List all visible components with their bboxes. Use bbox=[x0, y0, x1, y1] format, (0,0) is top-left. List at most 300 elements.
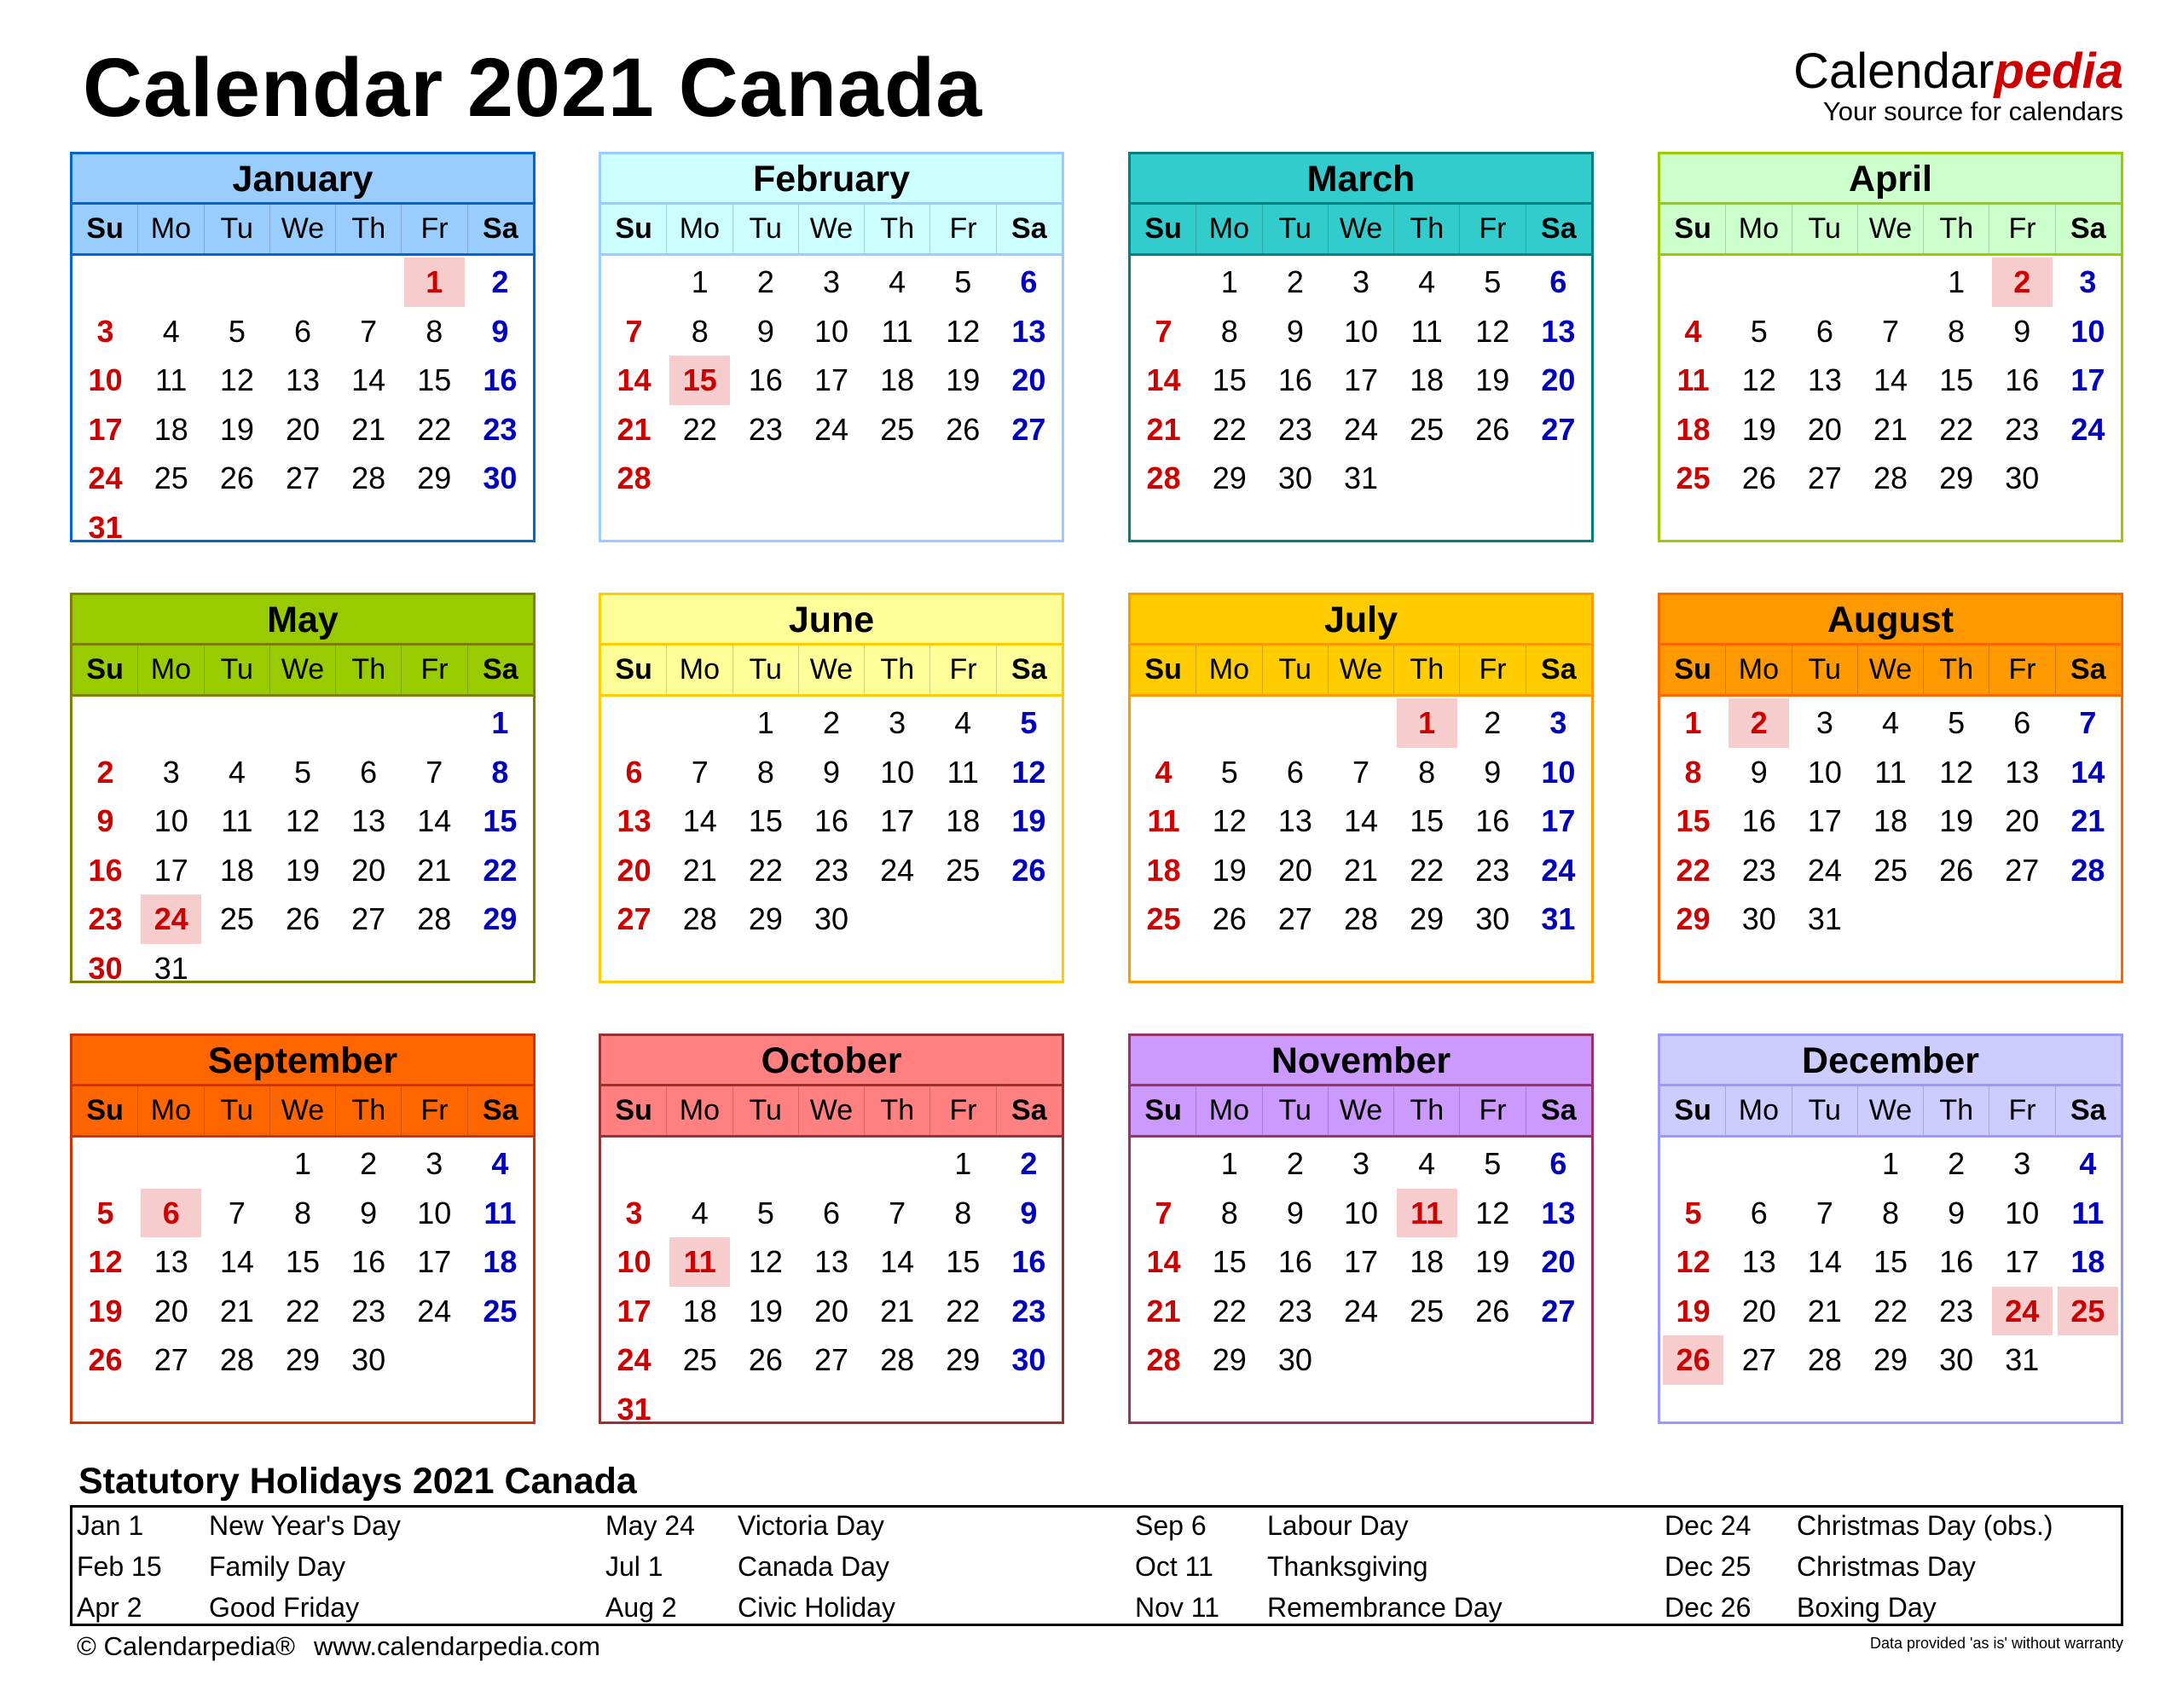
day-cell[interactable]: 7 bbox=[691, 754, 709, 790]
day-cell[interactable]: 28 bbox=[1146, 460, 1181, 495]
day-cell[interactable]: 21 bbox=[351, 411, 386, 447]
day-cell[interactable]: 16 bbox=[88, 852, 123, 888]
day-cell[interactable]: 20 bbox=[617, 852, 651, 888]
day-cell[interactable]: 2 bbox=[1020, 1146, 1038, 1181]
day-cell[interactable]: 14 bbox=[682, 803, 717, 838]
day-cell[interactable]: 27 bbox=[1277, 901, 1312, 936]
day-cell[interactable]: 27 bbox=[617, 901, 651, 936]
day-cell[interactable]: 2 bbox=[756, 264, 774, 299]
day-cell[interactable]: 19 bbox=[946, 362, 981, 397]
day-cell[interactable]: 1 bbox=[1220, 264, 1238, 299]
day-cell[interactable]: 16 bbox=[2005, 362, 2040, 397]
day-cell[interactable]: 17 bbox=[814, 362, 849, 397]
day-cell[interactable]: 2 bbox=[360, 1146, 378, 1181]
day-cell[interactable]: 31 bbox=[1807, 901, 1842, 936]
day-cell[interactable]: 13 bbox=[1011, 313, 1046, 349]
day-cell[interactable]: 6 bbox=[822, 1195, 840, 1230]
day-cell[interactable]: 18 bbox=[219, 852, 254, 888]
day-cell[interactable]: 3 bbox=[1352, 264, 1369, 299]
day-cell[interactable]: 18 bbox=[946, 803, 981, 838]
day-cell[interactable]: 21 bbox=[682, 852, 717, 888]
day-cell[interactable]: 12 bbox=[1212, 803, 1247, 838]
day-cell[interactable]: 25 bbox=[1410, 411, 1445, 447]
day-cell[interactable]: 15 bbox=[1873, 1244, 1908, 1279]
day-cell[interactable]: 11 bbox=[2071, 1195, 2105, 1230]
day-cell[interactable]: 5 bbox=[1750, 313, 1768, 349]
day-cell[interactable]: 8 bbox=[491, 754, 509, 790]
day-cell[interactable]: 26 bbox=[946, 411, 981, 447]
day-cell[interactable]: 14 bbox=[1343, 803, 1379, 838]
holiday-day-cell[interactable]: 2 bbox=[1992, 258, 2053, 307]
day-cell[interactable]: 7 bbox=[2079, 705, 2097, 740]
day-cell[interactable]: 25 bbox=[1676, 460, 1711, 495]
day-cell[interactable]: 20 bbox=[1277, 852, 1312, 888]
day-cell[interactable]: 18 bbox=[1676, 411, 1711, 447]
holiday-day-cell[interactable]: 1 bbox=[1397, 698, 1457, 748]
day-cell[interactable]: 1 bbox=[491, 705, 509, 740]
day-cell[interactable]: 22 bbox=[417, 411, 452, 447]
day-cell[interactable]: 11 bbox=[221, 803, 253, 838]
day-cell[interactable]: 8 bbox=[756, 754, 774, 790]
day-cell[interactable]: 11 bbox=[947, 754, 979, 790]
day-cell[interactable]: 1 bbox=[293, 1146, 311, 1181]
day-cell[interactable]: 25 bbox=[153, 460, 188, 495]
holiday-day-cell[interactable]: 6 bbox=[141, 1189, 201, 1238]
day-cell[interactable]: 9 bbox=[1286, 1195, 1304, 1230]
day-cell[interactable]: 8 bbox=[1881, 1195, 1899, 1230]
day-cell[interactable]: 4 bbox=[1881, 705, 1899, 740]
day-cell[interactable]: 24 bbox=[1807, 852, 1842, 888]
day-cell[interactable]: 19 bbox=[1475, 1244, 1510, 1279]
day-cell[interactable]: 8 bbox=[954, 1195, 972, 1230]
day-cell[interactable]: 27 bbox=[1011, 411, 1046, 447]
day-cell[interactable]: 12 bbox=[88, 1244, 123, 1279]
day-cell[interactable]: 4 bbox=[1418, 1146, 1436, 1181]
day-cell[interactable]: 22 bbox=[682, 411, 717, 447]
day-cell[interactable]: 9 bbox=[1948, 1195, 1966, 1230]
day-cell[interactable]: 10 bbox=[1541, 754, 1576, 790]
day-cell[interactable]: 20 bbox=[153, 1293, 188, 1329]
day-cell[interactable]: 11 bbox=[155, 362, 188, 397]
day-cell[interactable]: 14 bbox=[880, 1244, 915, 1279]
day-cell[interactable]: 7 bbox=[360, 313, 378, 349]
day-cell[interactable]: 14 bbox=[2070, 754, 2105, 790]
day-cell[interactable]: 22 bbox=[1676, 852, 1711, 888]
day-cell[interactable]: 8 bbox=[293, 1195, 311, 1230]
day-cell[interactable]: 23 bbox=[2005, 411, 2040, 447]
day-cell[interactable]: 20 bbox=[1541, 362, 1576, 397]
day-cell[interactable]: 12 bbox=[285, 803, 321, 838]
day-cell[interactable]: 10 bbox=[880, 754, 915, 790]
day-cell[interactable]: 6 bbox=[625, 754, 643, 790]
day-cell[interactable]: 7 bbox=[228, 1195, 246, 1230]
day-cell[interactable]: 28 bbox=[417, 901, 452, 936]
day-cell[interactable]: 5 bbox=[293, 754, 311, 790]
day-cell[interactable]: 3 bbox=[625, 1195, 643, 1230]
day-cell[interactable]: 23 bbox=[1277, 1293, 1312, 1329]
day-cell[interactable]: 13 bbox=[1277, 803, 1312, 838]
day-cell[interactable]: 18 bbox=[1410, 362, 1445, 397]
day-cell[interactable]: 9 bbox=[2013, 313, 2031, 349]
day-cell[interactable]: 22 bbox=[1939, 411, 1974, 447]
day-cell[interactable]: 15 bbox=[1939, 362, 1974, 397]
day-cell[interactable]: 6 bbox=[1549, 1146, 1567, 1181]
day-cell[interactable]: 20 bbox=[1011, 362, 1046, 397]
day-cell[interactable]: 16 bbox=[1277, 1244, 1312, 1279]
day-cell[interactable]: 28 bbox=[617, 460, 651, 495]
holiday-day-cell[interactable]: 25 bbox=[2058, 1287, 2118, 1336]
day-cell[interactable]: 4 bbox=[691, 1195, 709, 1230]
day-cell[interactable]: 14 bbox=[1873, 362, 1908, 397]
day-cell[interactable]: 17 bbox=[1343, 362, 1379, 397]
day-cell[interactable]: 9 bbox=[756, 313, 774, 349]
day-cell[interactable]: 17 bbox=[88, 411, 123, 447]
day-cell[interactable]: 18 bbox=[682, 1293, 717, 1329]
day-cell[interactable]: 25 bbox=[1146, 901, 1181, 936]
day-cell[interactable]: 1 bbox=[691, 264, 709, 299]
day-cell[interactable]: 2 bbox=[822, 705, 840, 740]
day-cell[interactable]: 28 bbox=[1146, 1342, 1181, 1377]
day-cell[interactable]: 3 bbox=[96, 313, 114, 349]
day-cell[interactable]: 22 bbox=[1212, 411, 1247, 447]
day-cell[interactable]: 16 bbox=[351, 1244, 386, 1279]
day-cell[interactable]: 14 bbox=[417, 803, 452, 838]
day-cell[interactable]: 19 bbox=[285, 852, 321, 888]
day-cell[interactable]: 17 bbox=[1343, 1244, 1379, 1279]
day-cell[interactable]: 20 bbox=[285, 411, 321, 447]
day-cell[interactable]: 30 bbox=[1939, 1342, 1974, 1377]
day-cell[interactable]: 29 bbox=[1212, 460, 1247, 495]
day-cell[interactable]: 22 bbox=[748, 852, 783, 888]
day-cell[interactable]: 26 bbox=[88, 1342, 123, 1377]
day-cell[interactable]: 14 bbox=[1807, 1244, 1842, 1279]
day-cell[interactable]: 20 bbox=[1741, 1293, 1776, 1329]
day-cell[interactable]: 30 bbox=[2005, 460, 2040, 495]
day-cell[interactable]: 28 bbox=[1807, 1342, 1842, 1377]
day-cell[interactable]: 13 bbox=[1541, 1195, 1576, 1230]
day-cell[interactable]: 29 bbox=[1939, 460, 1974, 495]
day-cell[interactable]: 10 bbox=[153, 803, 188, 838]
day-cell[interactable]: 29 bbox=[748, 901, 783, 936]
day-cell[interactable]: 10 bbox=[1343, 313, 1379, 349]
day-cell[interactable]: 24 bbox=[1343, 1293, 1379, 1329]
day-cell[interactable]: 17 bbox=[1541, 803, 1576, 838]
day-cell[interactable]: 4 bbox=[954, 705, 972, 740]
day-cell[interactable]: 12 bbox=[1741, 362, 1776, 397]
day-cell[interactable]: 16 bbox=[814, 803, 849, 838]
day-cell[interactable]: 13 bbox=[2005, 754, 2040, 790]
day-cell[interactable]: 23 bbox=[1277, 411, 1312, 447]
day-cell[interactable]: 23 bbox=[814, 852, 849, 888]
day-cell[interactable]: 24 bbox=[1343, 411, 1379, 447]
day-cell[interactable]: 5 bbox=[1220, 754, 1238, 790]
day-cell[interactable]: 9 bbox=[96, 803, 114, 838]
day-cell[interactable]: 28 bbox=[1873, 460, 1908, 495]
day-cell[interactable]: 8 bbox=[1220, 313, 1238, 349]
holiday-day-cell[interactable]: 11 bbox=[1397, 1189, 1457, 1238]
day-cell[interactable]: 1 bbox=[1948, 264, 1966, 299]
day-cell[interactable]: 1 bbox=[1220, 1146, 1238, 1181]
day-cell[interactable]: 3 bbox=[1352, 1146, 1369, 1181]
day-cell[interactable]: 22 bbox=[1410, 852, 1445, 888]
day-cell[interactable]: 2 bbox=[1286, 264, 1304, 299]
day-cell[interactable]: 10 bbox=[1807, 754, 1842, 790]
day-cell[interactable]: 4 bbox=[1418, 264, 1436, 299]
day-cell[interactable]: 2 bbox=[1484, 705, 1502, 740]
day-cell[interactable]: 1 bbox=[1881, 1146, 1899, 1181]
day-cell[interactable]: 13 bbox=[153, 1244, 188, 1279]
day-cell[interactable]: 5 bbox=[1020, 705, 1038, 740]
day-cell[interactable]: 10 bbox=[417, 1195, 452, 1230]
day-cell[interactable]: 15 bbox=[1212, 1244, 1247, 1279]
holiday-day-cell[interactable]: 26 bbox=[1663, 1335, 1723, 1385]
day-cell[interactable]: 3 bbox=[2079, 264, 2097, 299]
day-cell[interactable]: 10 bbox=[814, 313, 849, 349]
day-cell[interactable]: 5 bbox=[96, 1195, 114, 1230]
day-cell[interactable]: 2 bbox=[491, 264, 509, 299]
day-cell[interactable]: 29 bbox=[417, 460, 452, 495]
day-cell[interactable]: 29 bbox=[285, 1342, 321, 1377]
day-cell[interactable]: 4 bbox=[491, 1146, 509, 1181]
day-cell[interactable]: 12 bbox=[748, 1244, 783, 1279]
day-cell[interactable]: 29 bbox=[1212, 1342, 1247, 1377]
day-cell[interactable]: 21 bbox=[617, 411, 651, 447]
day-cell[interactable]: 8 bbox=[426, 313, 443, 349]
day-cell[interactable]: 20 bbox=[1807, 411, 1842, 447]
day-cell[interactable]: 3 bbox=[822, 264, 840, 299]
day-cell[interactable]: 1 bbox=[1684, 705, 1702, 740]
day-cell[interactable]: 29 bbox=[1676, 901, 1711, 936]
day-cell[interactable]: 17 bbox=[2070, 362, 2105, 397]
day-cell[interactable]: 14 bbox=[351, 362, 386, 397]
day-cell[interactable]: 6 bbox=[1750, 1195, 1768, 1230]
day-cell[interactable]: 30 bbox=[483, 460, 518, 495]
day-cell[interactable]: 19 bbox=[1741, 411, 1776, 447]
day-cell[interactable]: 19 bbox=[88, 1293, 123, 1329]
day-cell[interactable]: 17 bbox=[1807, 803, 1842, 838]
day-cell[interactable]: 31 bbox=[88, 509, 123, 545]
day-cell[interactable]: 20 bbox=[351, 852, 386, 888]
day-cell[interactable]: 12 bbox=[1475, 1195, 1510, 1230]
day-cell[interactable]: 11 bbox=[1676, 362, 1710, 397]
day-cell[interactable]: 28 bbox=[351, 460, 386, 495]
day-cell[interactable]: 12 bbox=[1011, 754, 1046, 790]
day-cell[interactable]: 5 bbox=[1484, 264, 1502, 299]
day-cell[interactable]: 9 bbox=[1750, 754, 1768, 790]
day-cell[interactable]: 23 bbox=[88, 901, 123, 936]
day-cell[interactable]: 28 bbox=[219, 1342, 254, 1377]
day-cell[interactable]: 7 bbox=[625, 313, 643, 349]
day-cell[interactable]: 15 bbox=[748, 803, 783, 838]
day-cell[interactable]: 26 bbox=[1011, 852, 1046, 888]
day-cell[interactable]: 10 bbox=[88, 362, 123, 397]
day-cell[interactable]: 4 bbox=[228, 754, 246, 790]
day-cell[interactable]: 15 bbox=[285, 1244, 321, 1279]
day-cell[interactable]: 6 bbox=[2013, 705, 2031, 740]
day-cell[interactable]: 15 bbox=[483, 803, 518, 838]
day-cell[interactable]: 21 bbox=[880, 1293, 915, 1329]
day-cell[interactable]: 10 bbox=[2070, 313, 2105, 349]
day-cell[interactable]: 25 bbox=[1410, 1293, 1445, 1329]
day-cell[interactable]: 16 bbox=[483, 362, 518, 397]
day-cell[interactable]: 7 bbox=[1352, 754, 1369, 790]
day-cell[interactable]: 5 bbox=[228, 313, 246, 349]
day-cell[interactable]: 15 bbox=[1676, 803, 1711, 838]
day-cell[interactable]: 3 bbox=[889, 705, 906, 740]
day-cell[interactable]: 19 bbox=[1676, 1293, 1711, 1329]
day-cell[interactable]: 18 bbox=[2070, 1244, 2105, 1279]
day-cell[interactable]: 22 bbox=[483, 852, 518, 888]
day-cell[interactable]: 17 bbox=[617, 1293, 651, 1329]
day-cell[interactable]: 20 bbox=[1541, 1244, 1576, 1279]
holiday-day-cell[interactable]: 11 bbox=[669, 1237, 730, 1287]
day-cell[interactable]: 15 bbox=[1212, 362, 1247, 397]
day-cell[interactable]: 6 bbox=[293, 313, 311, 349]
day-cell[interactable]: 11 bbox=[484, 1195, 517, 1230]
day-cell[interactable]: 10 bbox=[617, 1244, 651, 1279]
day-cell[interactable]: 5 bbox=[1684, 1195, 1702, 1230]
day-cell[interactable]: 23 bbox=[748, 411, 783, 447]
day-cell[interactable]: 26 bbox=[1741, 460, 1776, 495]
day-cell[interactable]: 23 bbox=[1741, 852, 1776, 888]
day-cell[interactable]: 21 bbox=[1807, 1293, 1842, 1329]
day-cell[interactable]: 3 bbox=[1815, 705, 1833, 740]
day-cell[interactable]: 19 bbox=[748, 1293, 783, 1329]
day-cell[interactable]: 14 bbox=[617, 362, 651, 397]
holiday-day-cell[interactable]: 24 bbox=[141, 895, 201, 944]
day-cell[interactable]: 13 bbox=[617, 803, 651, 838]
day-cell[interactable]: 9 bbox=[360, 1195, 378, 1230]
day-cell[interactable]: 13 bbox=[1541, 313, 1576, 349]
day-cell[interactable]: 14 bbox=[1146, 362, 1181, 397]
day-cell[interactable]: 1 bbox=[954, 1146, 972, 1181]
day-cell[interactable]: 9 bbox=[491, 313, 509, 349]
day-cell[interactable]: 30 bbox=[1741, 901, 1776, 936]
day-cell[interactable]: 26 bbox=[1475, 1293, 1510, 1329]
day-cell[interactable]: 8 bbox=[1948, 313, 1966, 349]
day-cell[interactable]: 2 bbox=[1286, 1146, 1304, 1181]
day-cell[interactable]: 29 bbox=[946, 1342, 981, 1377]
day-cell[interactable]: 30 bbox=[1011, 1342, 1046, 1377]
day-cell[interactable]: 27 bbox=[2005, 852, 2040, 888]
day-cell[interactable]: 11 bbox=[1874, 754, 1907, 790]
day-cell[interactable]: 9 bbox=[1020, 1195, 1038, 1230]
day-cell[interactable]: 14 bbox=[219, 1244, 254, 1279]
day-cell[interactable]: 12 bbox=[1676, 1244, 1711, 1279]
day-cell[interactable]: 16 bbox=[1939, 1244, 1974, 1279]
holiday-day-cell[interactable]: 24 bbox=[1992, 1287, 2053, 1336]
day-cell[interactable]: 22 bbox=[946, 1293, 981, 1329]
day-cell[interactable]: 4 bbox=[1155, 754, 1173, 790]
day-cell[interactable]: 8 bbox=[1418, 754, 1436, 790]
day-cell[interactable]: 19 bbox=[1011, 803, 1046, 838]
day-cell[interactable]: 30 bbox=[351, 1342, 386, 1377]
day-cell[interactable]: 30 bbox=[814, 901, 849, 936]
day-cell[interactable]: 30 bbox=[88, 950, 123, 986]
day-cell[interactable]: 18 bbox=[1410, 1244, 1445, 1279]
day-cell[interactable]: 7 bbox=[1155, 313, 1173, 349]
day-cell[interactable]: 7 bbox=[1155, 1195, 1173, 1230]
day-cell[interactable]: 24 bbox=[417, 1293, 452, 1329]
day-cell[interactable]: 21 bbox=[219, 1293, 254, 1329]
day-cell[interactable]: 3 bbox=[426, 1146, 443, 1181]
day-cell[interactable]: 31 bbox=[153, 950, 188, 986]
day-cell[interactable]: 25 bbox=[946, 852, 981, 888]
day-cell[interactable]: 13 bbox=[1741, 1244, 1776, 1279]
day-cell[interactable]: 28 bbox=[2070, 852, 2105, 888]
day-cell[interactable]: 10 bbox=[1343, 1195, 1379, 1230]
day-cell[interactable]: 17 bbox=[2005, 1244, 2040, 1279]
day-cell[interactable]: 21 bbox=[1873, 411, 1908, 447]
day-cell[interactable]: 17 bbox=[153, 852, 188, 888]
day-cell[interactable]: 2 bbox=[1948, 1146, 1966, 1181]
day-cell[interactable]: 28 bbox=[682, 901, 717, 936]
day-cell[interactable]: 16 bbox=[1741, 803, 1776, 838]
day-cell[interactable]: 4 bbox=[162, 313, 180, 349]
day-cell[interactable]: 14 bbox=[1146, 1244, 1181, 1279]
footer-url[interactable]: www.calendarpedia.com bbox=[313, 1631, 600, 1661]
day-cell[interactable]: 15 bbox=[946, 1244, 981, 1279]
day-cell[interactable]: 12 bbox=[1475, 313, 1510, 349]
day-cell[interactable]: 25 bbox=[1873, 852, 1908, 888]
day-cell[interactable]: 31 bbox=[1541, 901, 1576, 936]
day-cell[interactable]: 20 bbox=[2005, 803, 2040, 838]
day-cell[interactable]: 13 bbox=[285, 362, 321, 397]
day-cell[interactable]: 25 bbox=[219, 901, 254, 936]
day-cell[interactable]: 4 bbox=[889, 264, 906, 299]
day-cell[interactable]: 2 bbox=[96, 754, 114, 790]
day-cell[interactable]: 26 bbox=[1475, 411, 1510, 447]
day-cell[interactable]: 18 bbox=[483, 1244, 518, 1279]
day-cell[interactable]: 9 bbox=[1286, 313, 1304, 349]
day-cell[interactable]: 29 bbox=[1410, 901, 1445, 936]
day-cell[interactable]: 30 bbox=[1277, 1342, 1312, 1377]
day-cell[interactable]: 30 bbox=[1277, 460, 1312, 495]
day-cell[interactable]: 24 bbox=[617, 1342, 651, 1377]
day-cell[interactable]: 31 bbox=[2005, 1342, 2040, 1377]
day-cell[interactable]: 25 bbox=[682, 1342, 717, 1377]
day-cell[interactable]: 15 bbox=[417, 362, 452, 397]
day-cell[interactable]: 21 bbox=[2070, 803, 2105, 838]
day-cell[interactable]: 24 bbox=[88, 460, 123, 495]
day-cell[interactable]: 19 bbox=[219, 411, 254, 447]
day-cell[interactable]: 28 bbox=[880, 1342, 915, 1377]
day-cell[interactable]: 25 bbox=[483, 1293, 518, 1329]
day-cell[interactable]: 27 bbox=[285, 460, 321, 495]
day-cell[interactable]: 27 bbox=[1541, 411, 1576, 447]
day-cell[interactable]: 13 bbox=[1807, 362, 1842, 397]
day-cell[interactable]: 26 bbox=[219, 460, 254, 495]
day-cell[interactable]: 11 bbox=[881, 313, 913, 349]
day-cell[interactable]: 31 bbox=[1343, 460, 1379, 495]
holiday-day-cell[interactable]: 2 bbox=[1728, 698, 1789, 748]
day-cell[interactable]: 19 bbox=[1939, 803, 1974, 838]
day-cell[interactable]: 6 bbox=[1549, 264, 1567, 299]
day-cell[interactable]: 16 bbox=[1475, 803, 1510, 838]
day-cell[interactable]: 28 bbox=[1343, 901, 1379, 936]
day-cell[interactable]: 8 bbox=[1220, 1195, 1238, 1230]
day-cell[interactable]: 23 bbox=[1011, 1293, 1046, 1329]
day-cell[interactable]: 25 bbox=[880, 411, 915, 447]
day-cell[interactable]: 6 bbox=[1020, 264, 1038, 299]
day-cell[interactable]: 6 bbox=[1815, 313, 1833, 349]
day-cell[interactable]: 16 bbox=[748, 362, 783, 397]
day-cell[interactable]: 27 bbox=[351, 901, 386, 936]
day-cell[interactable]: 16 bbox=[1277, 362, 1312, 397]
day-cell[interactable]: 3 bbox=[1549, 705, 1567, 740]
day-cell[interactable]: 22 bbox=[1873, 1293, 1908, 1329]
day-cell[interactable]: 7 bbox=[889, 1195, 906, 1230]
